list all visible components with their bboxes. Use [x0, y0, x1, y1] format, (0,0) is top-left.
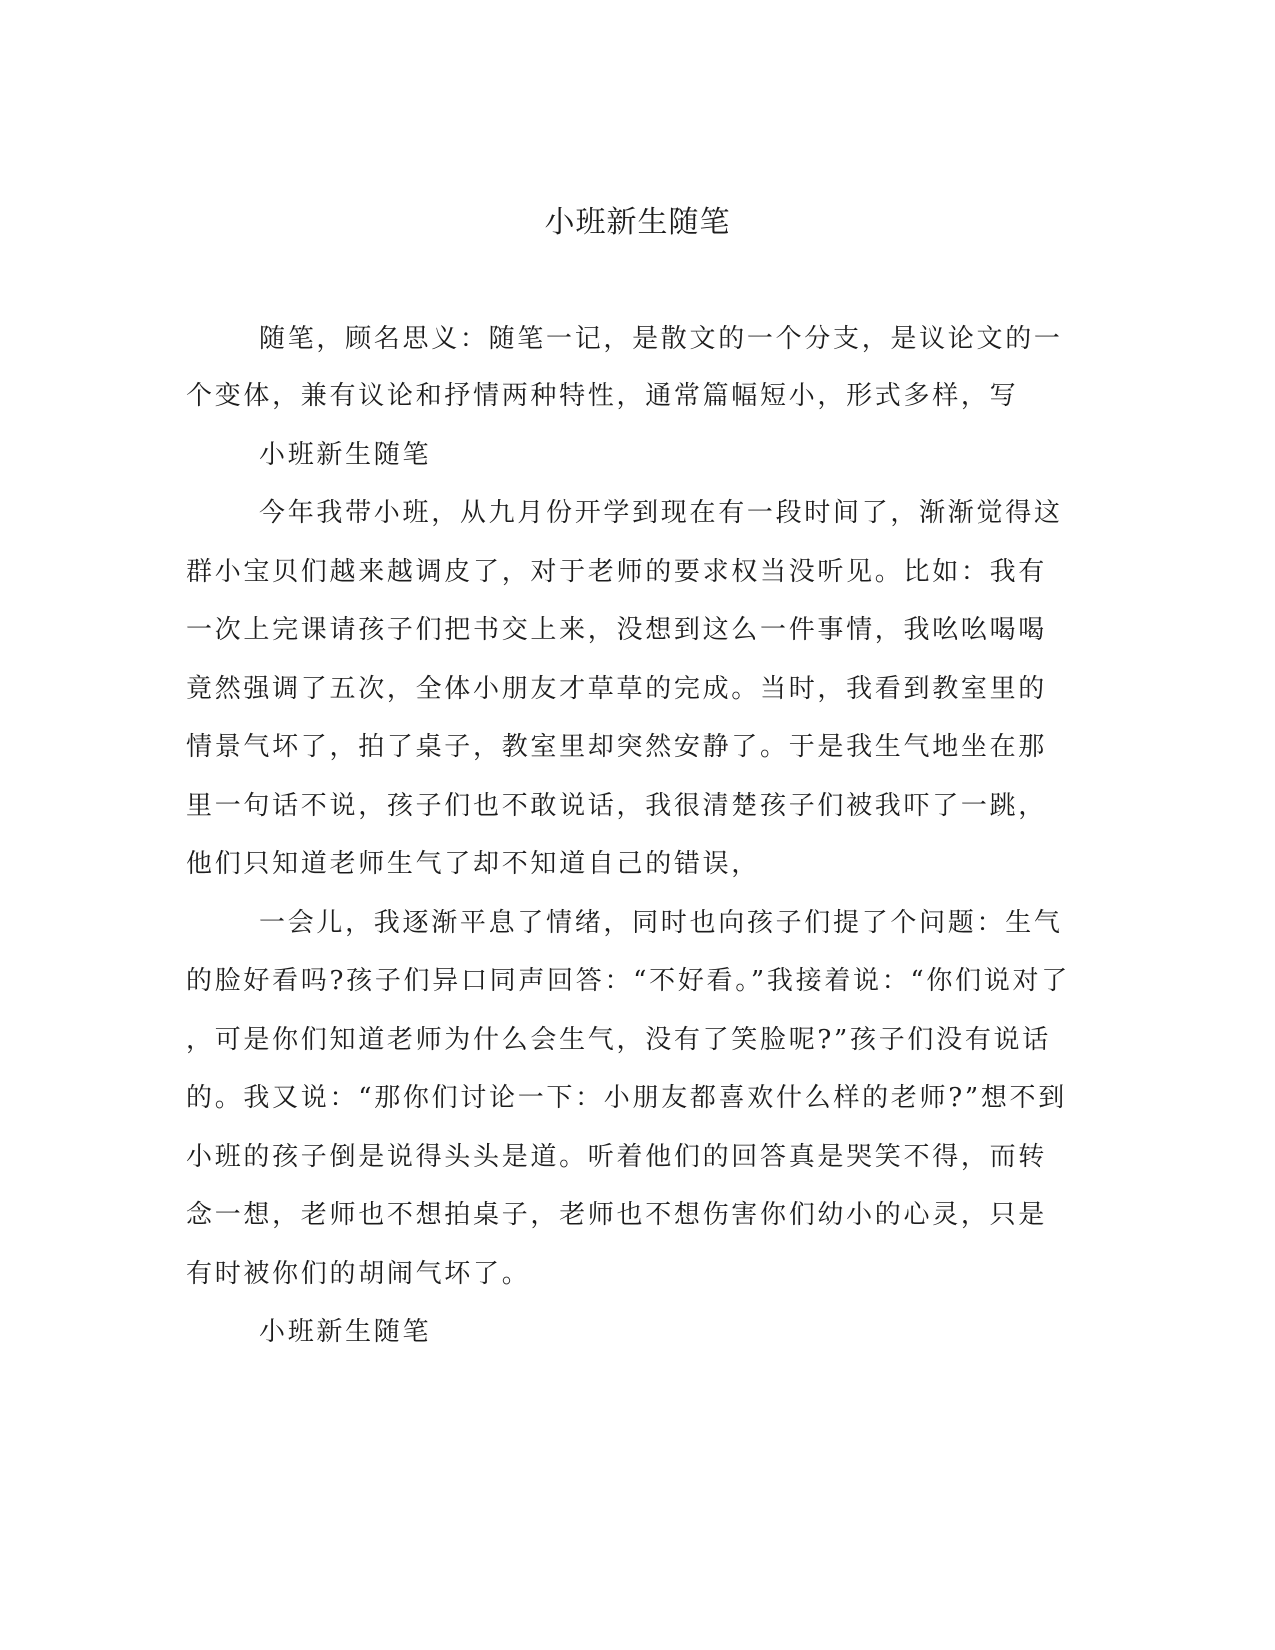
paragraph-line: 个变体，兼有议论和抒情两种特性，通常篇幅短小，形式多样，写	[186, 381, 1019, 411]
section-heading: 小班新生随笔	[259, 1317, 432, 1347]
paragraph-line: 一会儿，我逐渐平息了情绪，同时也向孩子们提了个问题：生气	[259, 908, 1063, 938]
paragraph-line: 里一句话不说，孩子们也不敢说话，我很清楚孩子们被我吓了一跳，	[186, 791, 1048, 821]
paragraph-line: 群小宝贝们越来越调皮了，对于老师的要求权当没听见。比如：我有	[186, 557, 1048, 587]
paragraph-line: 念一想，老师也不想拍桌子，老师也不想伤害你们幼小的心灵，只是	[186, 1200, 1048, 1230]
paragraph-line: 的。我又说：“那你们讨论一下：小朋友都喜欢什么样的老师?”想不到	[186, 1083, 1067, 1113]
paragraph-line: 的脸好看吗?孩子们异口同声回答：“不好看。”我接着说：“你们说对了	[186, 966, 1070, 996]
paragraph-line: 情景气坏了，拍了桌子，教室里却突然安静了。于是我生气地坐在那	[186, 732, 1048, 762]
paragraph-line: 随笔，顾名思义：随笔一记，是散文的一个分支，是议论文的一	[259, 324, 1063, 354]
paragraph-line: ，可是你们知道老师为什么会生气，没有了笑脸呢?”孩子们没有说话	[186, 1025, 1051, 1055]
paragraph-line: 今年我带小班，从九月份开学到现在有一段时间了，渐渐觉得这	[259, 498, 1063, 528]
section-heading: 小班新生随笔	[259, 440, 432, 470]
paragraph-line: 一次上完课请孩子们把书交上来，没想到这么一件事情，我吆吆喝喝	[186, 615, 1048, 645]
paragraph-line: 竟然强调了五次，全体小朋友才草草的完成。当时，我看到教室里的	[186, 674, 1048, 704]
paragraph-line: 有时被你们的胡闹气坏了。	[186, 1259, 531, 1289]
paragraph-line: 小班的孩子倒是说得头头是道。听着他们的回答真是哭笑不得，而转	[186, 1142, 1048, 1172]
paragraph-line: 他们只知道老师生气了却不知道自己的错误，	[186, 849, 761, 879]
document-title: 小班新生随笔	[544, 205, 731, 240]
